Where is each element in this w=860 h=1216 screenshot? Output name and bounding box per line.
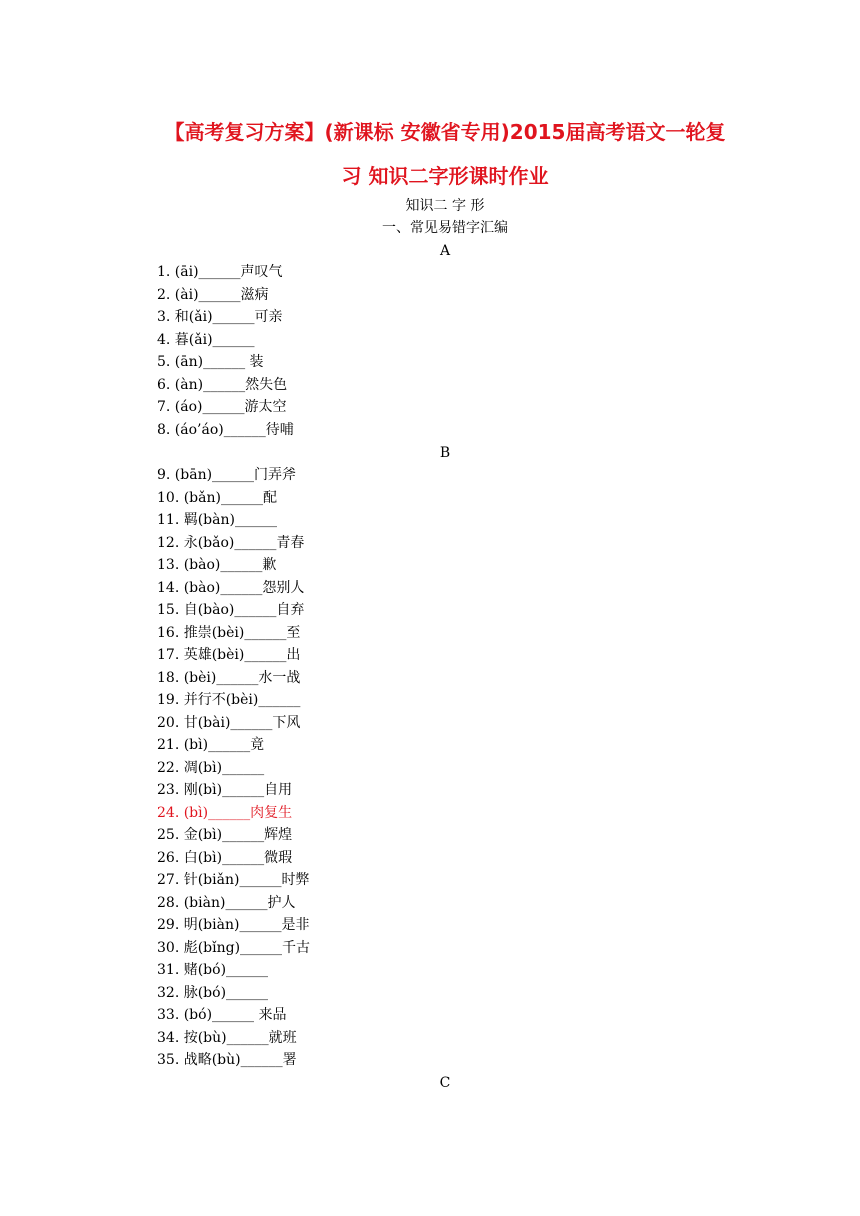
list-item: 18. (bèi)______水一战 bbox=[157, 669, 301, 686]
list-item: 12. 永(bǎo)______青春 bbox=[157, 534, 305, 551]
list-item: 31. 赌(bó)______ bbox=[157, 962, 269, 978]
subsection-heading: 一、常见易错字汇编 bbox=[382, 220, 508, 236]
list-item: 33. (bó)______ 来品 bbox=[157, 1007, 287, 1023]
group-label-a: A bbox=[439, 243, 451, 259]
list-item: 15. 自(bào)______自弃 bbox=[157, 602, 305, 618]
list-item: 25. 金(bì)______辉煌 bbox=[157, 827, 293, 843]
list-item: 26. 白(bì)______微瑕 bbox=[157, 849, 293, 866]
list-item: 1. (āi)______声叹气 bbox=[157, 264, 283, 280]
list-item: 34. 按(bù)______就班 bbox=[157, 1029, 297, 1046]
document-title-line-1: 【高考复习方案】(新课标 安徽省专用)2015届高考语文一轮复 bbox=[164, 120, 726, 144]
list-item: 5. (ān)______ 装 bbox=[157, 354, 264, 370]
list-item: 30. 彪(bǐng)______千古 bbox=[157, 939, 311, 956]
list-item: 21. (bì)______竟 bbox=[157, 737, 265, 753]
list-item: 27. 针(biǎn)______时弊 bbox=[157, 872, 310, 888]
list-item: 28. (biàn)______护人 bbox=[157, 894, 296, 911]
section-heading: 知识二 字 形 bbox=[405, 198, 485, 214]
list-item: 2. (ài)______滋病 bbox=[157, 286, 269, 303]
list-item: 4. 暮(ǎi)______ bbox=[157, 331, 255, 348]
list-item: 10. (bǎn)______配 bbox=[157, 489, 277, 506]
list-item: 6. (àn)______然失色 bbox=[157, 376, 288, 393]
list-item: 14. (bào)______怨别人 bbox=[157, 579, 305, 596]
list-item: 17. 英雄(bèi)______出 bbox=[157, 647, 301, 663]
list-item: 35. 战略(bù)______署 bbox=[157, 1052, 297, 1068]
list-item: 16. 推崇(bèi)______至 bbox=[157, 624, 301, 641]
list-item: 3. 和(ǎi)______可亲 bbox=[157, 309, 283, 325]
list-item: 7. (áo)______游太空 bbox=[157, 399, 287, 415]
group-label-c: C bbox=[439, 1075, 451, 1091]
document-title-line-2: 习 知识二字形课时作业 bbox=[341, 164, 549, 188]
list-item: 29. 明(biàn)______是非 bbox=[157, 917, 310, 933]
list-item: 32. 脉(bó)______ bbox=[157, 984, 269, 1001]
word-list-a bbox=[157, 261, 294, 441]
list-item: 23. 刚(bì)______自用 bbox=[157, 782, 293, 798]
list-item: 11. 羁(bàn)______ bbox=[157, 512, 277, 528]
list-item: 24. (bì)______肉复生 bbox=[157, 804, 293, 821]
list-item: 22. 凋(bì)______ bbox=[157, 759, 265, 776]
word-list-b bbox=[157, 464, 310, 1072]
list-item: 8. (áo’áo)______待哺 bbox=[157, 421, 294, 438]
group-label-b: B bbox=[439, 445, 451, 461]
list-item: 19. 并行不(bèi)______ bbox=[157, 692, 301, 708]
list-item: 9. (bān)______门弄斧 bbox=[157, 467, 297, 483]
list-item: 13. (bào)______歉 bbox=[157, 557, 277, 573]
list-item: 20. 甘(bài)______下风 bbox=[157, 714, 301, 731]
